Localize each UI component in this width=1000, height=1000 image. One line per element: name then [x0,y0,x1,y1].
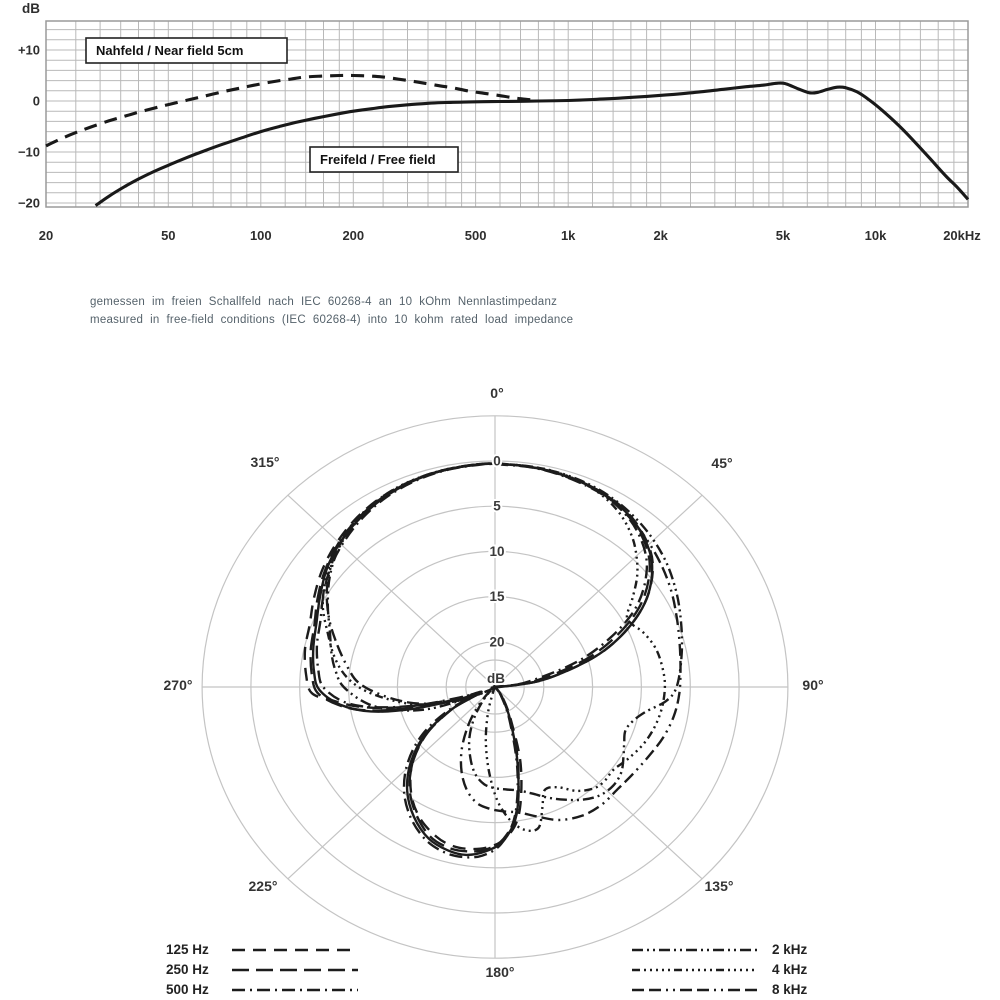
y-axis-unit: dB [22,1,40,16]
measurement-note-de: gemessen im freien Schallfeld nach IEC 60268-4 an 10 kOhm Nennlastimpedanz [90,296,558,308]
legend-label-2-kHz: 2 kHz [772,942,808,957]
measurement-note [90,293,573,329]
radial-db-label: 5 [493,498,501,514]
radial-unit-label: dB [487,671,505,686]
x-tick: 500 [464,228,487,243]
y-tick: 0 [32,93,40,109]
angle-label: 315° [250,454,280,470]
y-tick: +10 [17,42,40,58]
x-tick: 100 [249,228,272,243]
radial-db-label: 10 [489,543,505,559]
angle-label: 180° [485,964,515,980]
x-tick: 20 [38,228,54,243]
y-tick: −10 [17,144,40,160]
x-tick: 20kHz [943,228,981,243]
legend-label-8-kHz: 8 kHz [772,982,808,997]
angle-label: 90° [802,677,824,693]
annotation-label: Freifeld / Free field [320,152,436,167]
x-tick: 200 [342,228,365,243]
radial-db-label: 20 [489,634,505,650]
angle-label: 225° [248,878,278,894]
y-tick: −20 [17,195,40,211]
polar-radial-line [495,687,702,879]
x-tick: 2k [653,228,668,243]
radial-db-label: 15 [489,589,505,605]
x-tick: 5k [775,228,791,243]
legend-label-250-Hz: 250 Hz [166,962,209,977]
angle-label: 0° [490,385,504,401]
polar-curve-solid-(1-kHz) [313,464,652,855]
annotation-label: Nahfeld / Near field 5cm [96,43,244,58]
legend-label-500-Hz: 500 Hz [166,982,209,997]
x-tick: 50 [161,228,176,243]
angle-label: 270° [163,677,193,693]
polar-pattern-chart [0,380,1000,1000]
legend-label-4-kHz: 4 kHz [772,962,808,977]
measurement-note-en: measured in free-field conditions (IEC 60268-4) into 10 kohm rated load impedance [90,314,574,326]
angle-label: 45° [711,455,733,471]
legend-label-125-Hz: 125 Hz [166,942,209,957]
x-tick: 1k [560,228,576,243]
polar-curve-250-Hz [311,464,650,852]
polar-curve-500-Hz [317,464,647,858]
x-tick: 10k [864,228,887,243]
angle-label: 135° [704,878,734,894]
curve-near-field [46,75,537,145]
frequency-response-chart [0,0,1000,260]
radial-db-label: 0 [493,453,501,469]
